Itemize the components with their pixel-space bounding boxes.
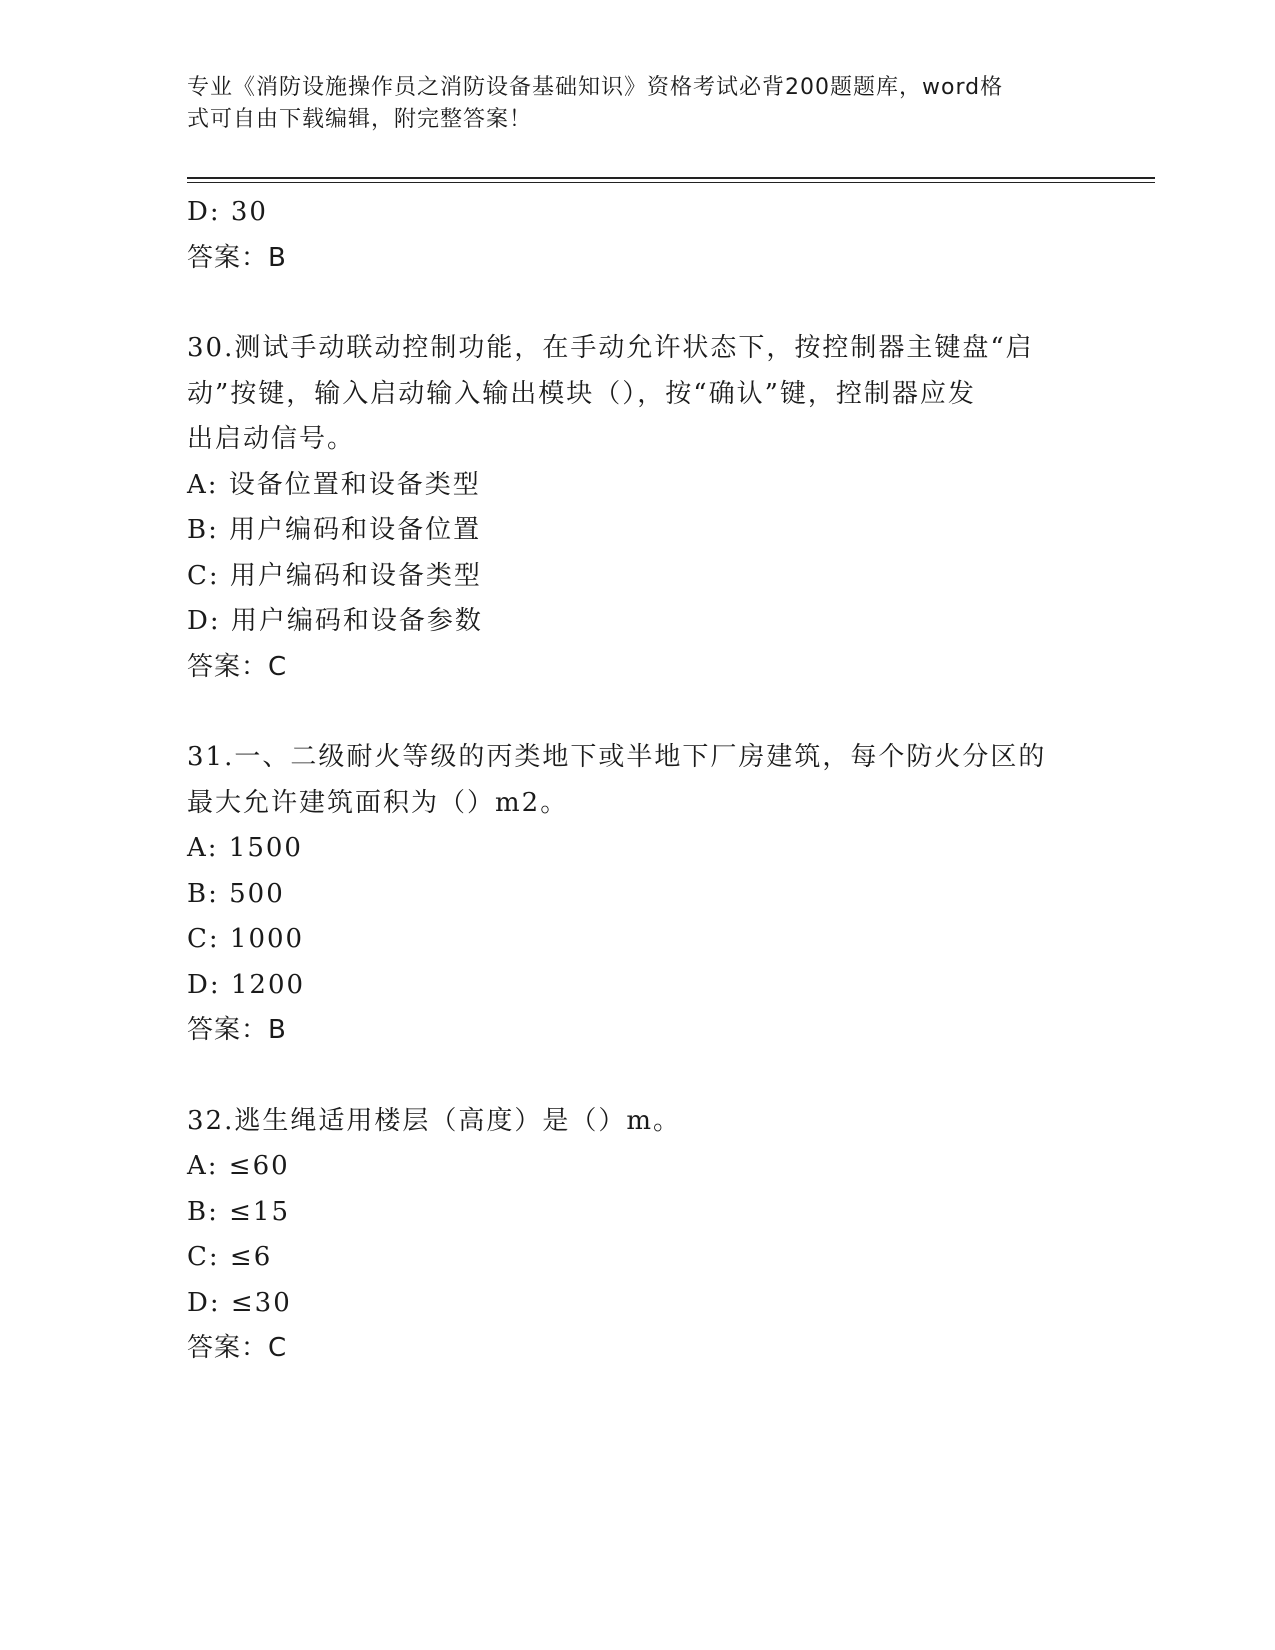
question-31 bbox=[187, 735, 1087, 1054]
option-a: A: ≤60 bbox=[187, 1151, 290, 1181]
option-a: A: 1500 bbox=[187, 833, 303, 863]
option-d: D: ≤30 bbox=[187, 1287, 292, 1318]
question-stem-line: 30.测试手动联动控制功能，在手动允许状态下，按控制器主键盘“启 bbox=[187, 333, 1034, 363]
answer: 答案：B bbox=[187, 1015, 287, 1045]
question-stem-line: 动”按键，输入启动输入输出模块（），按“确认”键，控制器应发 bbox=[187, 378, 976, 409]
header-divider-thin bbox=[187, 182, 1155, 183]
header-line-1: 专业《消防设施操作员之消防设备基础知识》资格考试必背200题题库，word格 bbox=[187, 75, 1004, 100]
question-stem-line: 最大允许建筑面积为（）m2。 bbox=[187, 787, 569, 818]
question-30 bbox=[187, 326, 1087, 690]
option-c: C: 1000 bbox=[187, 924, 305, 954]
option-d: D: 1200 bbox=[187, 969, 306, 1000]
previous-option-d: D: 30 bbox=[187, 197, 268, 227]
header-divider-thick bbox=[187, 177, 1155, 179]
answer: 答案：C bbox=[187, 1333, 288, 1363]
answer: 答案：C bbox=[187, 651, 288, 682]
option-a: A: 设备位置和设备类型 bbox=[187, 469, 481, 500]
option-c: C: 用户编码和设备类型 bbox=[187, 560, 482, 591]
question-32 bbox=[187, 1099, 1087, 1372]
question-stem-line: 32.逃生绳适用楼层（高度）是（）m。 bbox=[187, 1105, 682, 1136]
option-d: D: 用户编码和设备参数 bbox=[187, 606, 483, 636]
question-stem-line: 31.一、二级耐火等级的丙类地下或半地下厂房建筑，每个防火分区的 bbox=[187, 742, 1047, 772]
document-header bbox=[187, 72, 1067, 136]
header-line-2: 式可自由下载编辑，附完整答案！ bbox=[187, 107, 533, 132]
option-b: B: 用户编码和设备位置 bbox=[187, 515, 482, 545]
previous-answer: 答案：B bbox=[187, 242, 287, 273]
questions-content bbox=[187, 190, 1087, 1372]
question-stem-line: 出启动信号。 bbox=[187, 424, 356, 454]
option-b: B: 500 bbox=[187, 878, 285, 909]
option-b: B: ≤15 bbox=[187, 1196, 290, 1227]
option-c: C: ≤6 bbox=[187, 1242, 273, 1272]
